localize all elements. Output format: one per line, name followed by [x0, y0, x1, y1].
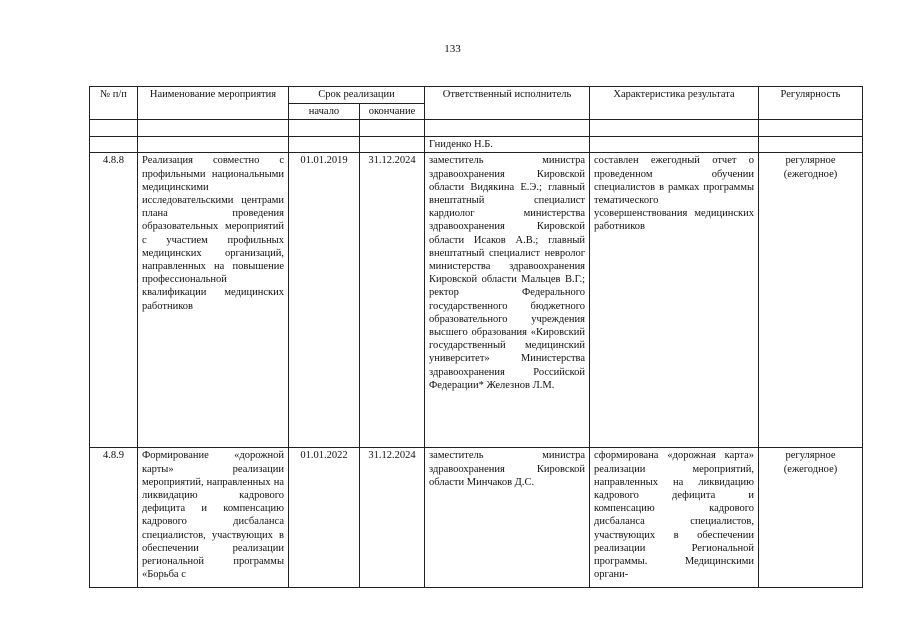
- continuation-responsible: Гниденко Н.Б.: [425, 137, 590, 153]
- page-number: 133: [444, 43, 461, 55]
- header-result: Характеристика результата: [590, 87, 759, 120]
- row-start: 01.01.2019: [289, 153, 360, 448]
- row-num: 4.8.8: [90, 153, 138, 448]
- header-row: [90, 87, 863, 104]
- row-name: Реализация совместно с профильными национальными медицинскими исследовательскими центрами плана проведения образовательных мероприятий с участием профильных медицинских организаций, направленных на повышение профессиональной квалификации медицинских работников: [138, 153, 289, 448]
- continuation-row: [90, 137, 863, 153]
- table-row: [90, 153, 863, 448]
- activities-table: [89, 86, 863, 588]
- row-responsible: заместитель министра здравоохранения Кировской области Видякина Е.Э.; главный внештатный специалист кардиолог министерства здравоохранения Кировской области Исаков А.В.; главный внештатный специалист невролог министерства здравоохранения Кировской области Мальцев В.Г.; ректор Федерального государственного бюджетного образовательного учреждения высшего образования «Кировский государственный медицинский университет» Министерства здравоохранения Российской Федерации* Железнов Л.М.: [425, 153, 590, 448]
- row-result: составлен ежегодный отчет о проведенном обучении специалистов в рамках программы тематического усовершенствования медицинских работников: [590, 153, 759, 448]
- table-row: [90, 448, 863, 588]
- spacer-row: [90, 120, 863, 137]
- header-name: Наименование мероприятия: [138, 87, 289, 120]
- row-name: Формирование «дорожной карты» реализации мероприятий, направленных на ликвидацию кадрового дефицита и компенсацию кадрового дисбаланса специалистов, участвующих в обеспечении реализации региональной программы «Борьба с: [138, 448, 289, 588]
- row-result: сформирована «дорожная карта» реализации мероприятий, направленных на ликвидацию кадрового дефицита и компенсацию кадрового дисбаланса специалистов, участвующих в обеспечении реализации Региональной программы. Медицинскими органи-: [590, 448, 759, 588]
- row-start: 01.01.2022: [289, 448, 360, 588]
- row-end: 31.12.2024: [360, 448, 425, 588]
- row-responsible: заместитель министра здравоохранения Кировской области Минчаков Д.С.: [425, 448, 590, 588]
- row-regularity: регулярное (ежегодное): [759, 153, 863, 448]
- header-start: начало: [289, 104, 360, 120]
- header-responsible: Ответственный исполнитель: [425, 87, 590, 120]
- header-end: окончание: [360, 104, 425, 120]
- header-regularity: Регулярность: [759, 87, 863, 120]
- row-end: 31.12.2024: [360, 153, 425, 448]
- row-num: 4.8.9: [90, 448, 138, 588]
- row-regularity: регулярное (ежегодное): [759, 448, 863, 588]
- header-num: № п/п: [90, 87, 138, 120]
- header-term: Срок реализации: [289, 87, 425, 104]
